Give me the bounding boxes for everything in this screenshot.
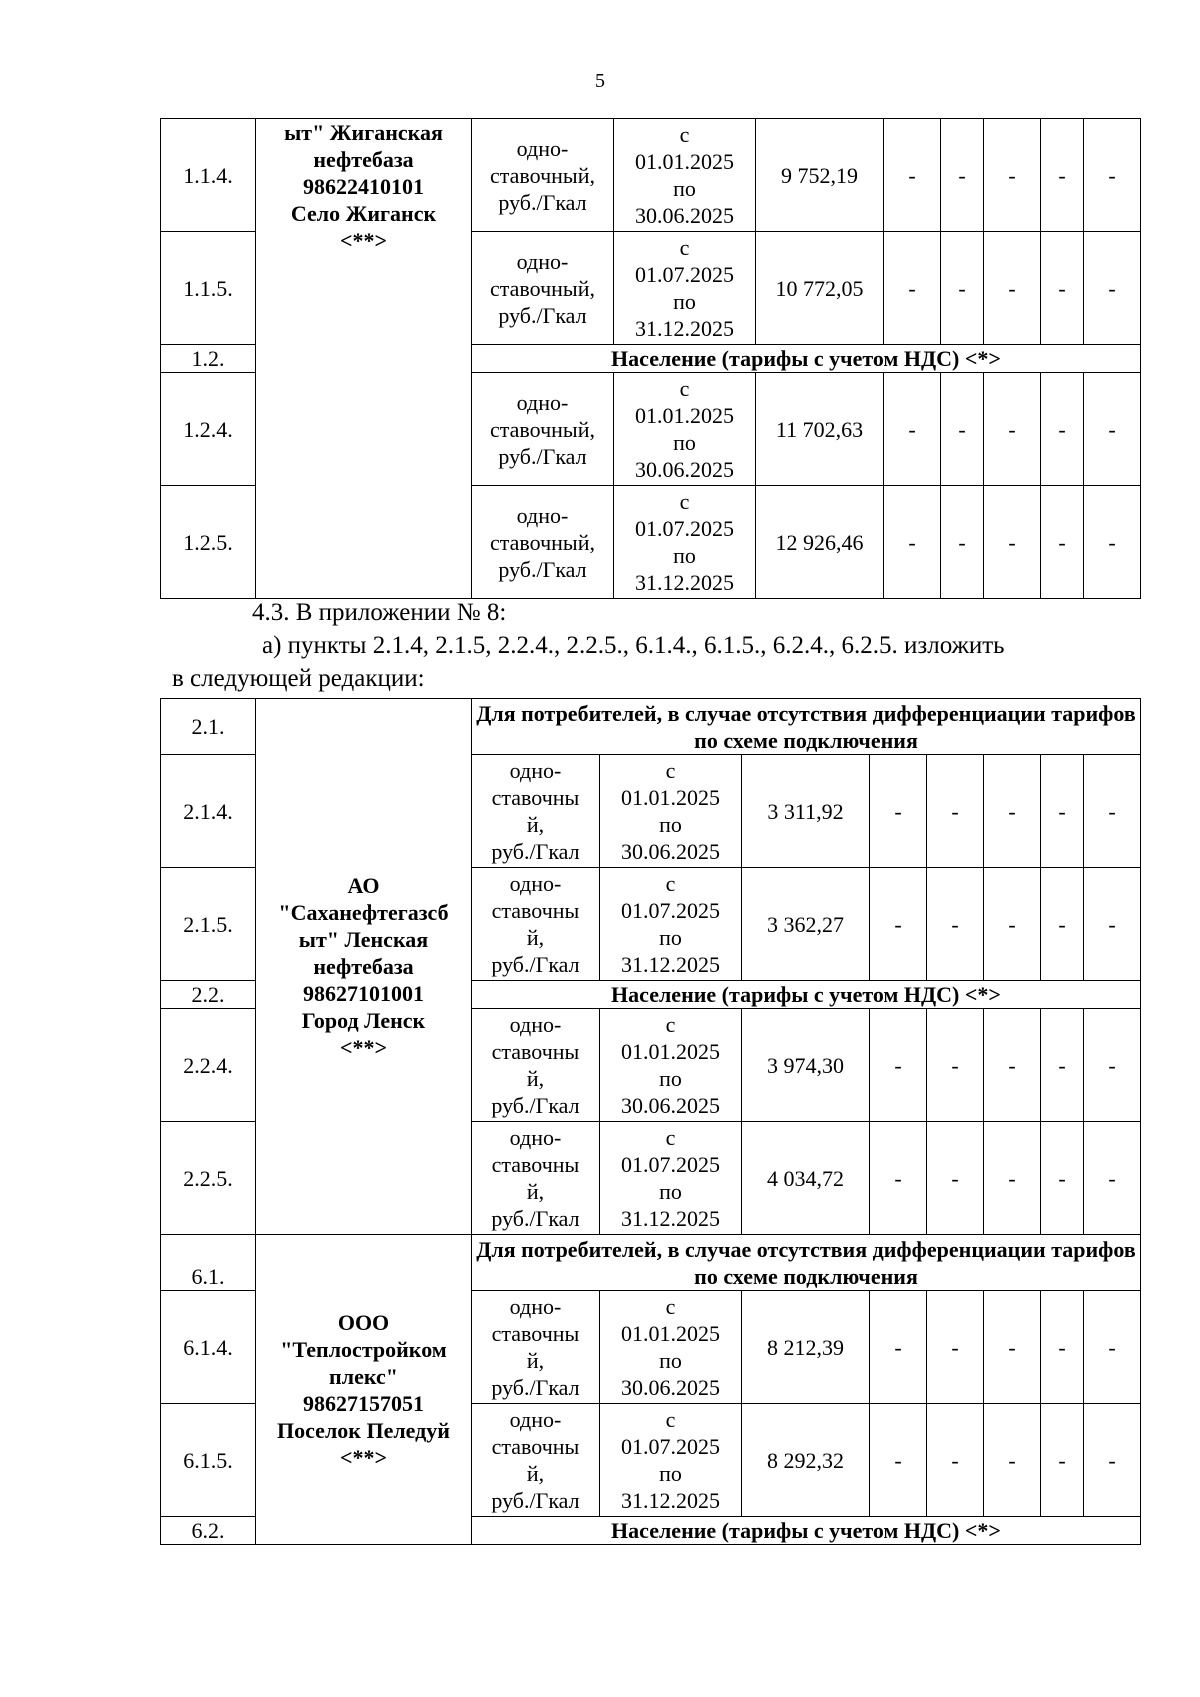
tariff-type: одно- ставочный, руб./Гкал [472, 373, 614, 486]
dash-cell: - [1041, 755, 1084, 868]
row-number: 1.2.4. [161, 373, 256, 486]
tariff-value: 10 772,05 [756, 232, 884, 345]
dash-cell: - [1041, 1122, 1084, 1235]
tariff-type: одно- ставочны й, руб./Гкал [472, 755, 600, 868]
row-number: 1.1.5. [161, 232, 256, 345]
table-row [161, 119, 1141, 232]
dash-cell: - [927, 1404, 984, 1517]
row-number: 2.1.4. [161, 755, 256, 868]
dash-cell: - [870, 1404, 927, 1517]
tariff-type: одно- ставочны й, руб./Гкал [472, 1009, 600, 1122]
tariff-type: одно- ставочны й, руб./Гкал [472, 868, 600, 981]
tariff-period: с 01.07.2025 по 31.12.2025 [600, 868, 742, 981]
row-number: 1.2.5. [161, 486, 256, 599]
tariff-value: 11 702,63 [756, 373, 884, 486]
dash-cell: - [870, 1122, 927, 1235]
dash-cell: - [927, 755, 984, 868]
dash-cell: - [941, 119, 984, 232]
row-number: 6.2. [161, 1517, 256, 1545]
row-number: 2.2. [161, 981, 256, 1009]
row-number: 2.1.5. [161, 868, 256, 981]
row-number: 1.2. [161, 345, 256, 373]
dash-cell: - [1041, 1291, 1084, 1404]
dash-cell: - [941, 373, 984, 486]
dash-cell: - [1084, 868, 1141, 981]
dash-cell: - [1041, 119, 1084, 232]
dash-cell: - [884, 232, 941, 345]
tariff-type: одно- ставочны й, руб./Гкал [472, 1404, 600, 1517]
dash-cell: - [884, 486, 941, 599]
tariff-value: 8 292,32 [742, 1404, 870, 1517]
tariff-value: 3 974,30 [742, 1009, 870, 1122]
dash-cell: - [927, 1009, 984, 1122]
dash-cell: - [870, 868, 927, 981]
page-number: 5 [595, 70, 605, 92]
row-number: 6.1. [161, 1235, 256, 1291]
dash-cell: - [941, 486, 984, 599]
dash-cell: - [927, 1291, 984, 1404]
dash-cell: - [984, 486, 1041, 599]
tariff-value: 3 311,92 [742, 755, 870, 868]
row-number: 2.1. [161, 699, 256, 755]
dash-cell: - [1084, 373, 1141, 486]
dash-cell: - [1084, 486, 1141, 599]
section-line-2: в следующей редакции: [172, 665, 425, 692]
dash-cell: - [984, 868, 1041, 981]
tariff-period: с 01.01.2025 по 30.06.2025 [614, 373, 756, 486]
dash-cell: - [1084, 1009, 1141, 1122]
organization-cell: АО "Саханефтегазсб ыт" Ленская нефтебаза 98627101001 Город Ленск <**> [256, 699, 472, 1235]
tariff-table-1 [160, 118, 1141, 599]
section-header: Для потребителей, в случае отсутствия дифференциации тарифов по схеме подключения [472, 699, 1141, 755]
tariff-type: одно- ставочный, руб./Гкал [472, 486, 614, 599]
dash-cell: - [884, 373, 941, 486]
section-header: Население (тарифы с учетом НДС) <*> [472, 345, 1141, 373]
row-number: 6.1.5. [161, 1404, 256, 1517]
tariff-type: одно- ставочный, руб./Гкал [472, 232, 614, 345]
tariff-period: с 01.07.2025 по 31.12.2025 [614, 486, 756, 599]
dash-cell: - [1041, 373, 1084, 486]
row-number: 6.1.4. [161, 1291, 256, 1404]
dash-cell: - [984, 373, 1041, 486]
dash-cell: - [884, 119, 941, 232]
tariff-value: 12 926,46 [756, 486, 884, 599]
tariff-value: 8 212,39 [742, 1291, 870, 1404]
row-number: 2.2.4. [161, 1009, 256, 1122]
dash-cell: - [1041, 1404, 1084, 1517]
section-header: Население (тарифы с учетом НДС) <*> [472, 981, 1141, 1009]
tariff-period: с 01.07.2025 по 31.12.2025 [600, 1122, 742, 1235]
dash-cell: - [1084, 1404, 1141, 1517]
dash-cell: - [1084, 755, 1141, 868]
dash-cell: - [1084, 232, 1141, 345]
dash-cell: - [1041, 232, 1084, 345]
dash-cell: - [941, 232, 984, 345]
tariff-period: с 01.01.2025 по 30.06.2025 [614, 119, 756, 232]
section-line-1: а) пункты 2.1.4, 2.1.5, 2.2.4., 2.2.5., 6.1.4., 6.1.5., 6.2.4., 6.2.5. изложить [262, 632, 1005, 659]
dash-cell: - [927, 1122, 984, 1235]
organization-cell: ыт" Жиганская нефтебаза 98622410101 Село Жиганск <**> [256, 119, 472, 599]
tariff-type: одно- ставочны й, руб./Гкал [472, 1291, 600, 1404]
tariff-period: с 01.01.2025 по 30.06.2025 [600, 755, 742, 868]
tariff-period: с 01.07.2025 по 31.12.2025 [614, 232, 756, 345]
tariff-period: с 01.01.2025 по 30.06.2025 [600, 1009, 742, 1122]
dash-cell: - [870, 755, 927, 868]
dash-cell: - [1084, 1122, 1141, 1235]
dash-cell: - [1041, 1009, 1084, 1122]
dash-cell: - [984, 1291, 1041, 1404]
dash-cell: - [870, 1291, 927, 1404]
row-number: 1.1.4. [161, 119, 256, 232]
dash-cell: - [927, 868, 984, 981]
section-heading: 4.3. В приложении № 8: [252, 599, 507, 626]
tariff-period: с 01.01.2025 по 30.06.2025 [600, 1291, 742, 1404]
dash-cell: - [1084, 1291, 1141, 1404]
dash-cell: - [1084, 119, 1141, 232]
dash-cell: - [984, 232, 1041, 345]
section-header: Население (тарифы с учетом НДС) <*> [472, 1517, 1141, 1545]
dash-cell: - [984, 1009, 1041, 1122]
table-row [161, 699, 1141, 755]
organization-cell: ООО "Теплостройком плекс" 98627157051 Поселок Пеледуй <**> [256, 1235, 472, 1545]
tariff-table-2 [160, 698, 1141, 1545]
tariff-type: одно- ставочны й, руб./Гкал [472, 1122, 600, 1235]
tariff-type: одно- ставочный, руб./Гкал [472, 119, 614, 232]
tariff-period: с 01.07.2025 по 31.12.2025 [600, 1404, 742, 1517]
row-number: 2.2.5. [161, 1122, 256, 1235]
tariff-value: 4 034,72 [742, 1122, 870, 1235]
section-header: Для потребителей, в случае отсутствия дифференциации тарифов по схеме подключения [472, 1235, 1141, 1291]
tariff-value: 3 362,27 [742, 868, 870, 981]
dash-cell: - [984, 1122, 1041, 1235]
dash-cell: - [984, 755, 1041, 868]
table-row [161, 1235, 1141, 1291]
tariff-value: 9 752,19 [756, 119, 884, 232]
dash-cell: - [984, 119, 1041, 232]
dash-cell: - [1041, 868, 1084, 981]
dash-cell: - [984, 1404, 1041, 1517]
dash-cell: - [1041, 486, 1084, 599]
dash-cell: - [870, 1009, 927, 1122]
